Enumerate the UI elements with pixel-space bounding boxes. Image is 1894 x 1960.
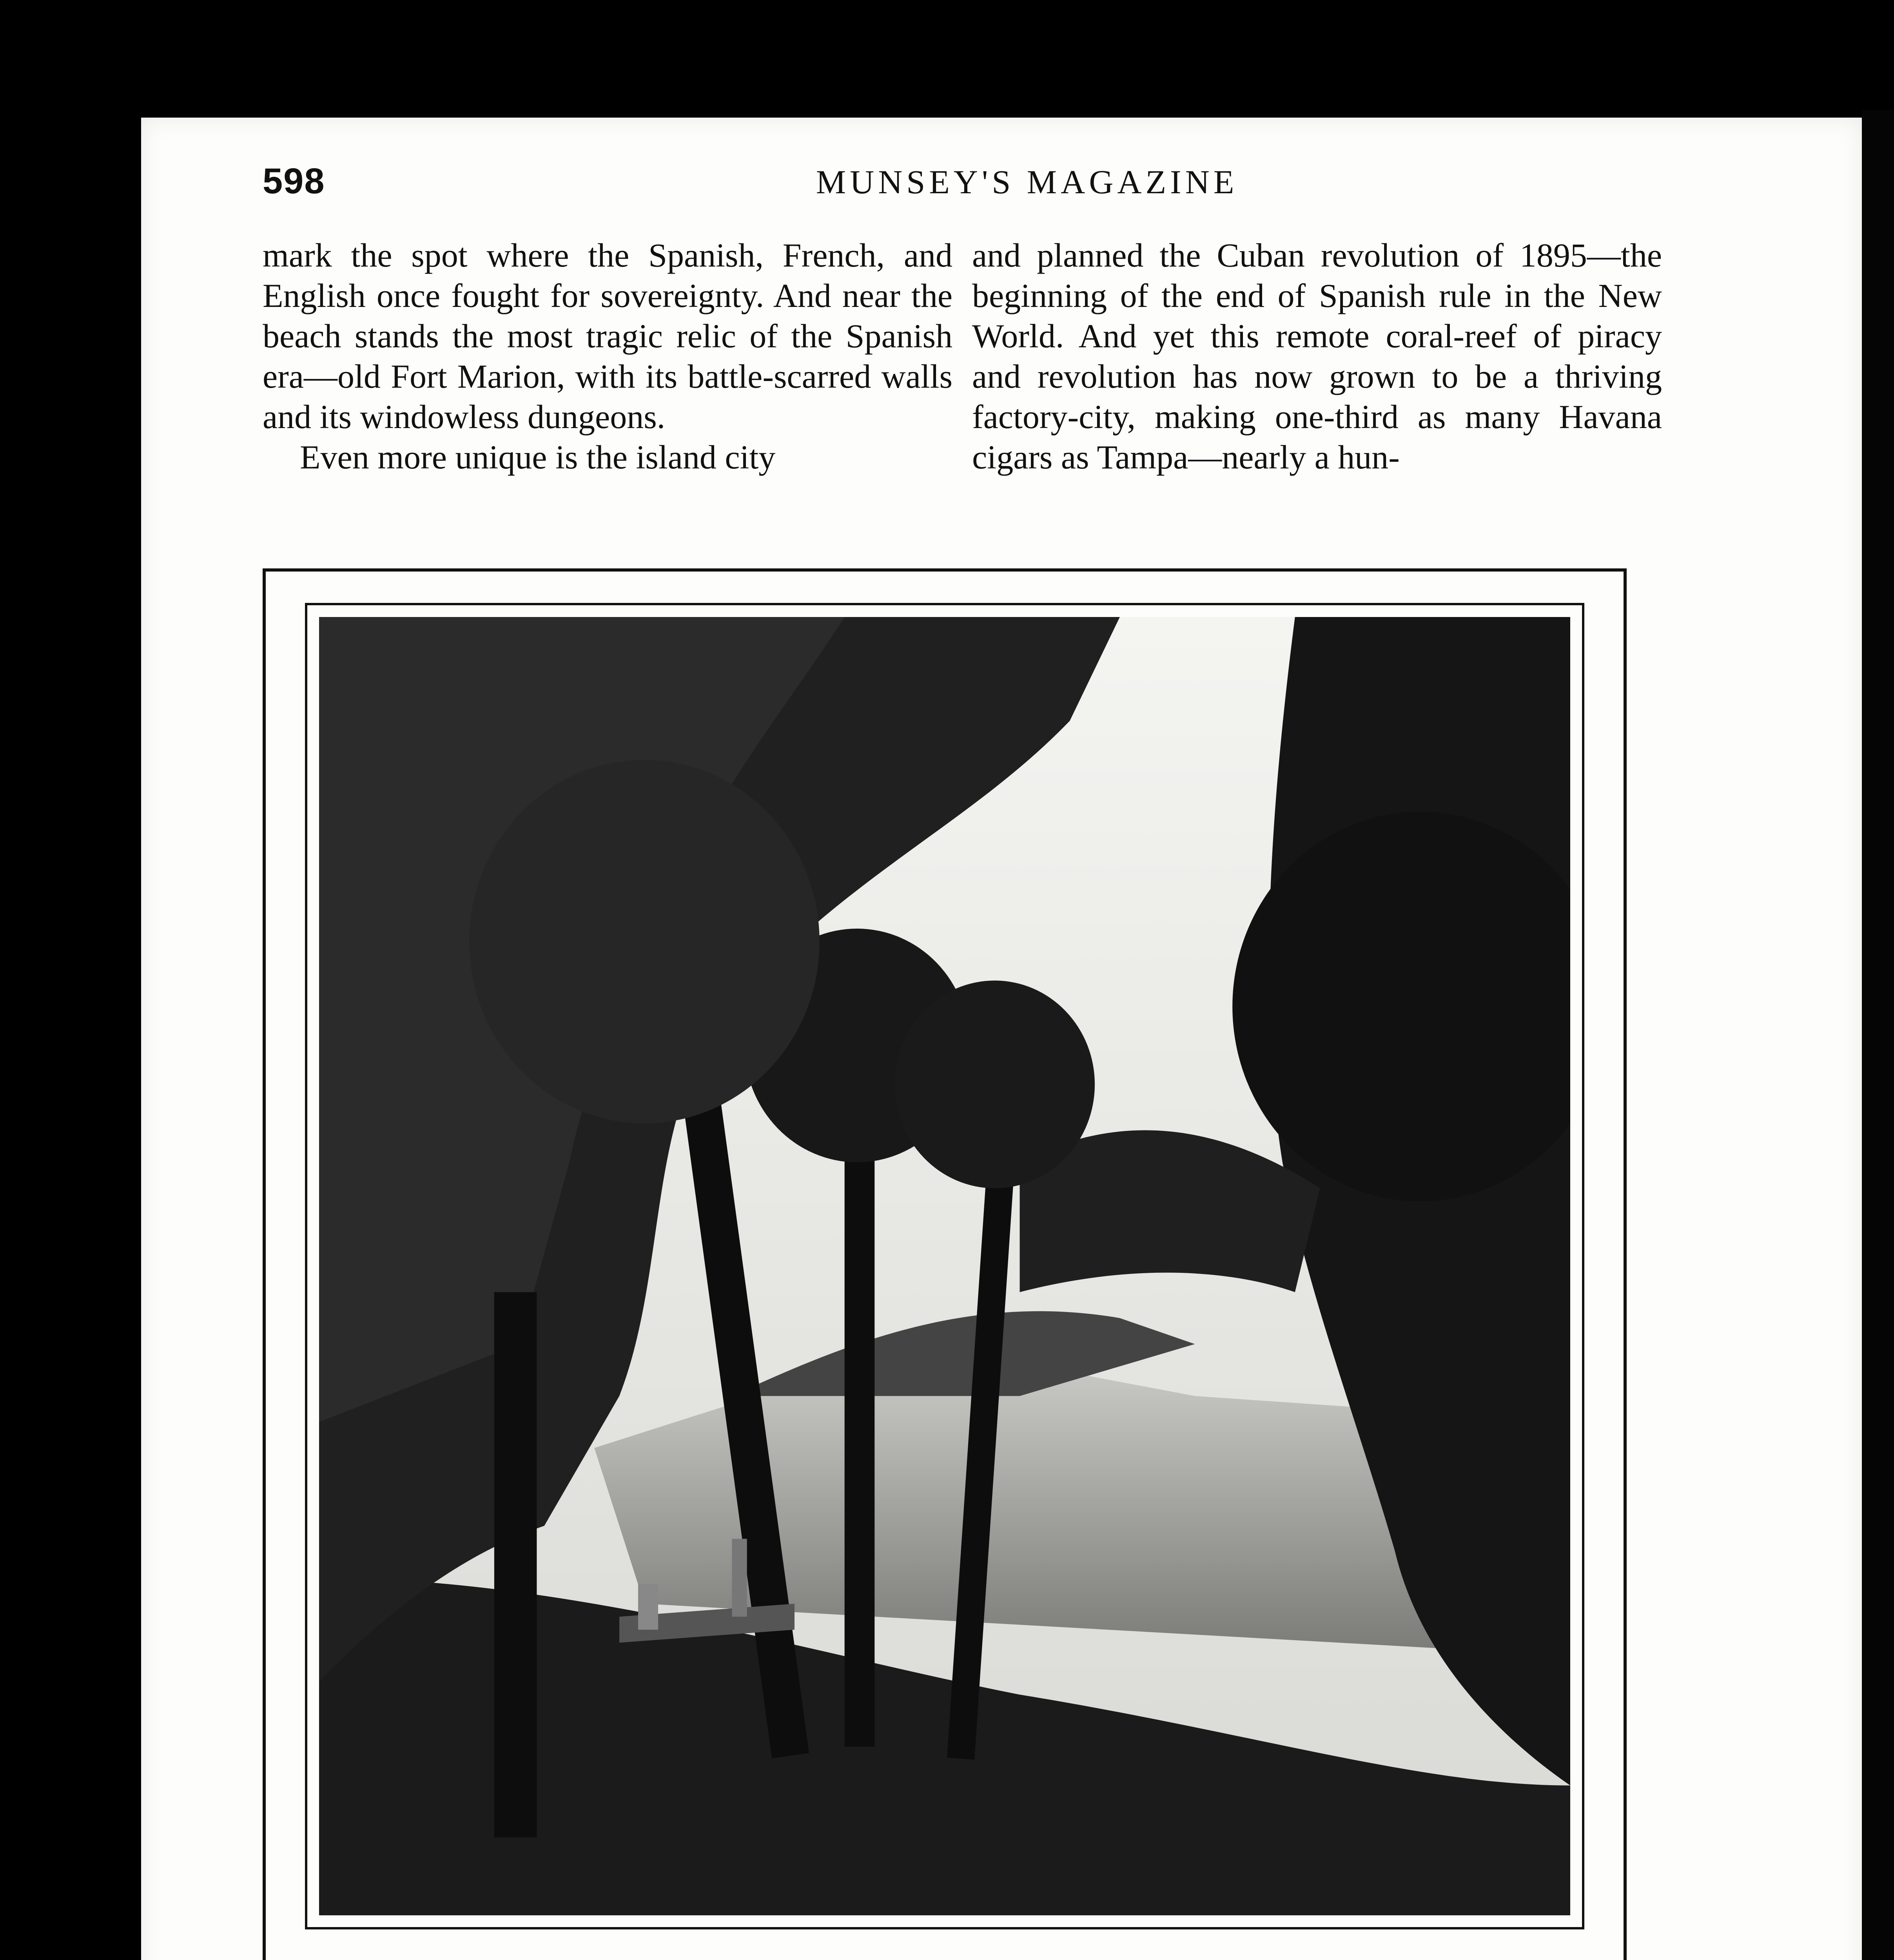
top-left-column [263,235,952,477]
paragraph: and planned the Cuban revolution of 1895—the beginning of the end of Spanish rule in the New World. And yet this remote coral-reef of piracy and revolution has now grown to be a thriving factory-city, making one-third as many Havana cigars as Tampa—nearly a hun- [972,236,1662,476]
paragraph: Even more unique is the island city [300,438,776,476]
page-edge [1862,110,1894,1960]
page-number: 598 [263,161,325,201]
top-right-column [972,235,1662,477]
magazine-page [141,118,1862,1960]
river-landing-photograph [319,617,1570,1915]
paragraph: mark the spot where the Spanish, French, and English once fought for sovereignty. And near the beach stands the most tragic relic of the Spanish era—old Fort Marion, with its battle-scarred walls and its windowless dungeons. [263,236,952,436]
page-header [263,161,1791,212]
running-head: MUNSEY'S MAGAZINE [816,163,1238,201]
photo-plate-frame [263,568,1627,1960]
photo-plate-inner-border [305,603,1584,1929]
